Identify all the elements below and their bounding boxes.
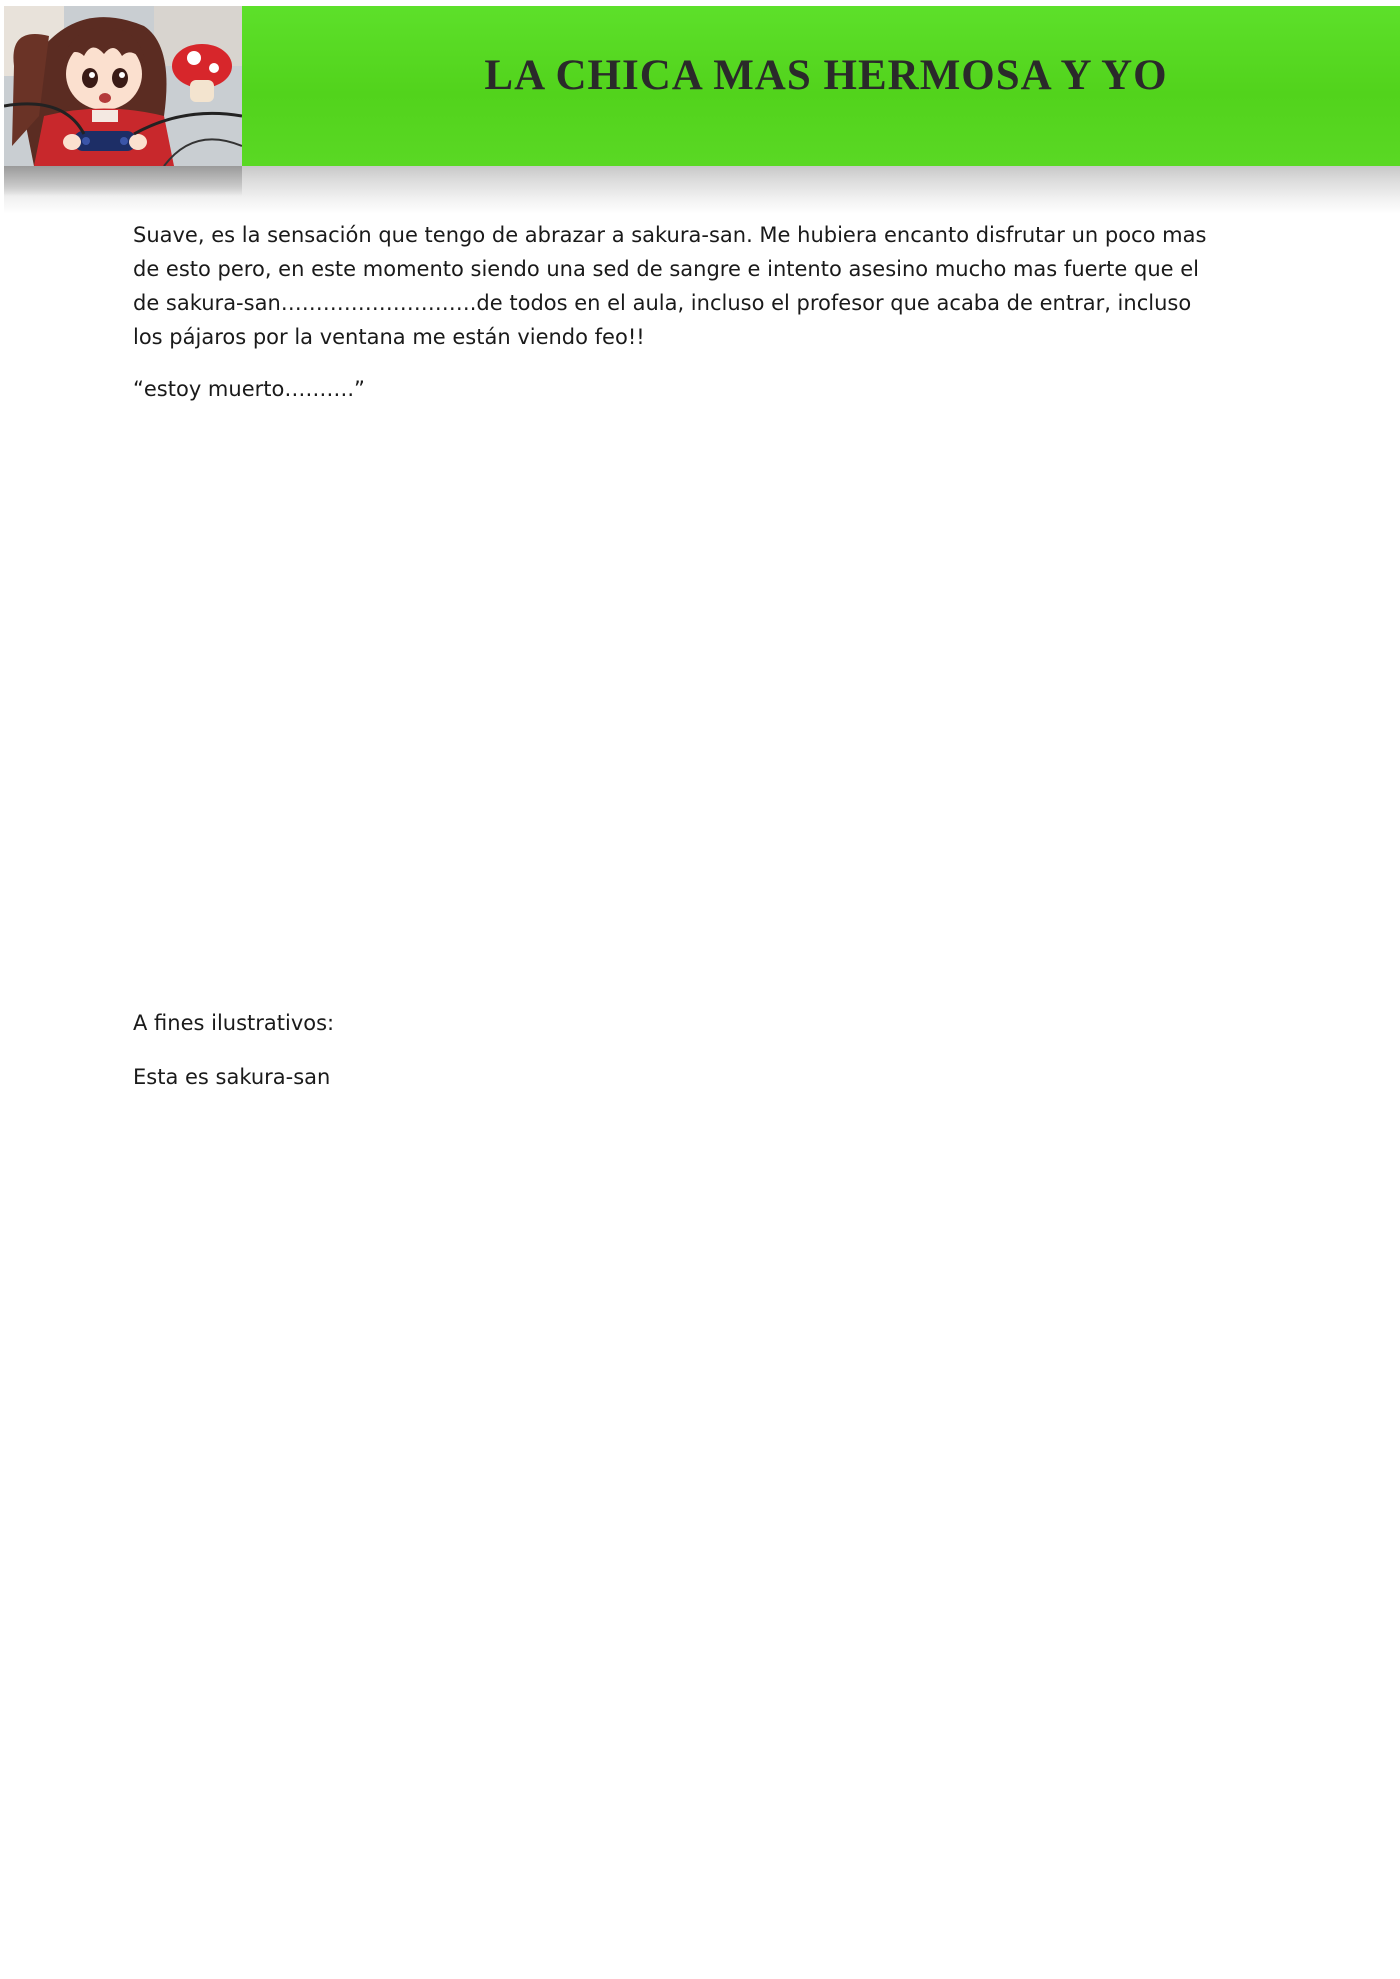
paragraph-1: Suave, es la sensación que tengo de abrazar a sakura-san. Me hubiera encanto disfrutar un poco mas de esto pero, en este momento siendo una sed de sangre e intento asesino mucho mas fuerte que el de sakura-san……………………….de todos en el aula, incluso el profesor que acaba de entrar, incluso los pájaros por la ventana me están viendo feo!! [133,223,1207,349]
anime-girl-illustration-svg [4,6,242,166]
banner-shadow-left [4,166,242,196]
anime-girl-illustration [4,6,242,166]
caption: Esta es sakura-san [133,1065,331,1089]
page-title: LA CHICA MAS HERMOSA Y YO [484,52,1168,99]
paragraph-2: “estoy muerto……….” [133,377,365,401]
header-banner [4,6,1400,166]
story-text [133,218,1213,406]
caption-intro: A fines ilustrativos: [133,1011,335,1035]
